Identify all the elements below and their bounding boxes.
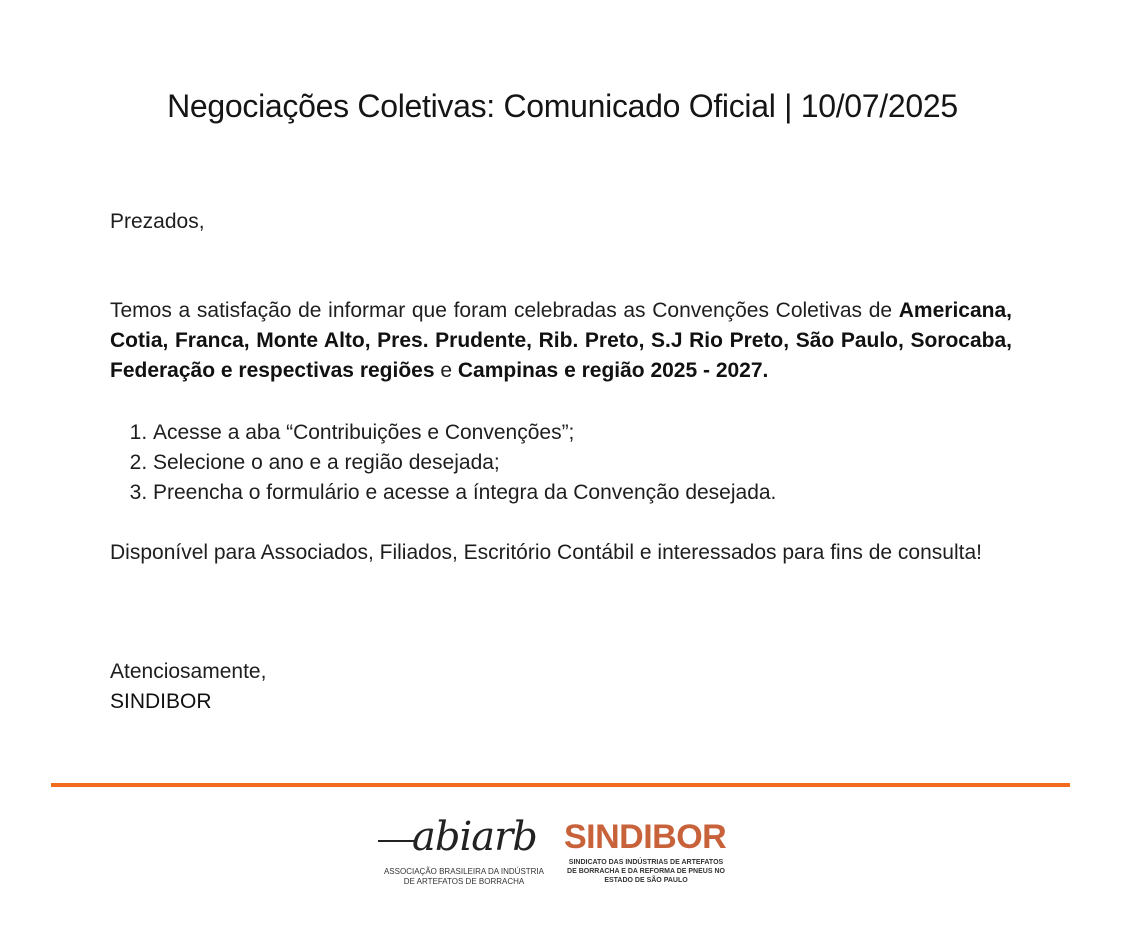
announcement-paragraph xyxy=(110,296,1012,386)
abiarb-caption-line: ASSOCIAÇÃO BRASILEIRA DA INDÚSTRIA xyxy=(383,867,545,876)
announcement-conjunction: e xyxy=(434,359,458,382)
announcement-intro: Temos a satisfação de informar que foram celebradas as Convenções Coletivas de xyxy=(110,299,899,322)
abiarb-logo-stroke xyxy=(378,840,416,842)
list-item: 1. Acesse a aba “Contribuições e Convenções”; xyxy=(153,418,1012,448)
closing-text: Atenciosamente, xyxy=(110,660,267,683)
announcement-cities: Americana, Cotia, Franca, Monte Alto, Pres. Prudente, Rib. Preto, S.J Rio Preto, São Paulo, Sorocaba, Federação e respectivas regiões xyxy=(110,299,1012,382)
signature: SINDIBOR xyxy=(110,690,212,713)
sindibor-caption xyxy=(562,858,730,885)
abiarb-logo xyxy=(378,814,550,890)
abiarb-wordmark: abiarb xyxy=(412,814,537,860)
sindibor-caption-line: SINDICATO DAS INDÚSTRIAS DE ARTEFATOS xyxy=(568,859,724,866)
sindibor-caption-line: ESTADO DE SÃO PAULO xyxy=(604,877,688,884)
announcement-campinas: Campinas e região 2025 - 2027. xyxy=(457,359,769,382)
list-item: 2. Selecione o ano e a região desejada; xyxy=(153,448,1012,478)
page-title: Negociações Coletivas: Comunicado Oficial | 10/07/2025 xyxy=(167,88,958,124)
abiarb-caption-line: DE ARTEFATOS DE BORRACHA xyxy=(403,877,525,886)
list-item: 3. Preencha o formulário e acesse a íntegra da Convenção desejada. xyxy=(153,478,1012,508)
greeting: Prezados, xyxy=(110,210,205,233)
availability-paragraph: Disponível para Associados, Filiados, Escritório Contábil e interessados para fins de consulta! xyxy=(110,541,982,564)
sindibor-logo xyxy=(562,818,734,890)
steps-list xyxy=(110,418,1012,508)
abiarb-caption xyxy=(378,867,550,887)
sindibor-wordmark: SINDIBOR xyxy=(564,818,727,856)
footer-divider xyxy=(51,783,1070,787)
sindibor-caption-line: DE BORRACHA E DA REFORMA DE PNEUS NO xyxy=(567,868,725,875)
